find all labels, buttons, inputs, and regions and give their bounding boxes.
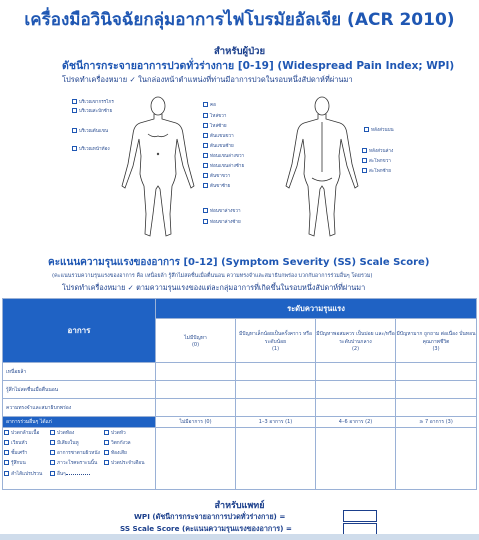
region-checkbox[interactable]: สะโพกขวา bbox=[362, 158, 391, 165]
symptom-label: รู้สึกไม่สดชื่นเมื่อตื่นนอน bbox=[3, 381, 156, 399]
ss-note: (คะแนนรวมความรุนแรงของอาการ คือ เหนื่อยล้า รู้สึกไม่สดชื่นเมื่อตื่นนอน ความทรงจำและสมาธิบกพร่อง บวกกับอาการร่วมอื่นๆ โดยรวม) bbox=[52, 273, 373, 279]
symptom-checkbox[interactable]: อาการชาตามผิวหนัง bbox=[50, 449, 100, 457]
region-checkbox[interactable]: คอ bbox=[203, 102, 216, 109]
symptom-checkbox[interactable]: ปวดประจำเดือน bbox=[104, 459, 144, 467]
assoc-level-cell[interactable]: 4–6 อาการ (2) bbox=[316, 417, 396, 428]
symptom-column-header: อาการ bbox=[3, 299, 156, 363]
severity-cell[interactable] bbox=[316, 428, 396, 490]
severity-cell[interactable] bbox=[156, 428, 236, 490]
symptom-checkbox[interactable]: รู้สึกบน bbox=[4, 459, 26, 467]
region-checkbox[interactable]: บริเวณหน้าท้อง bbox=[72, 146, 110, 153]
symptom-checkbox[interactable]: ภาวะโรคพราะนนิ้น bbox=[50, 459, 97, 467]
symptom-checkbox[interactable]: มีเสียงในหู bbox=[50, 439, 79, 447]
table-row bbox=[3, 381, 477, 399]
severity-column-header: ระดับความรุนแรง bbox=[156, 299, 477, 319]
region-checkbox[interactable]: สะโพกซ้าย bbox=[362, 168, 391, 175]
severity-level-header: มีปัญหาพอสมควร เป็นบ่อย และ/หรือ ระดับปานกลาง (2) bbox=[316, 319, 396, 363]
symptom-checkbox[interactable]: เวียนหัว bbox=[4, 439, 27, 447]
region-checkbox[interactable]: ไหล่ขวา bbox=[203, 113, 226, 120]
assoc-level-cell[interactable]: 1–3 อาการ (1) bbox=[236, 417, 316, 428]
severity-cell[interactable] bbox=[396, 428, 477, 490]
severity-level-header: มีปัญหาเล็กน้อยเป็นครั้งคราว หรือ ระดับน้อย (1) bbox=[236, 319, 316, 363]
footer-bar bbox=[0, 534, 479, 540]
symptom-checkbox[interactable]: ท้องเสีย bbox=[104, 449, 127, 457]
associated-symptoms-header: อาการร่วมอื่นๆ ได้แก่ bbox=[3, 417, 156, 428]
severity-cell[interactable] bbox=[316, 363, 396, 381]
region-checkbox[interactable]: ต้นขาขวา bbox=[203, 173, 230, 180]
symptom-label: เหนื่อยล้า bbox=[3, 363, 156, 381]
region-checkbox[interactable]: บริเวณต้นแขน bbox=[72, 128, 108, 135]
symptom-checkbox[interactable]: ปวดกล้ามเนื้อ bbox=[4, 429, 39, 437]
ss-score-label: SS Scale Score (คะแนนความรุนแรงของอาการ) = bbox=[120, 524, 292, 533]
wpi-instruction: โปรดทำเครื่องหมาย ✓ ในกล่องหน้าตำแหน่งที่ท่านมีอาการปวดในรอบหนึ่งสัปดาห์ที่ผ่านมา bbox=[62, 75, 353, 84]
symptom-checkbox[interactable]: ลำไส้แปรปรวน bbox=[4, 470, 42, 478]
severity-cell[interactable] bbox=[396, 381, 477, 399]
ss-instruction: โปรดทำเครื่องหมาย ✓ ตามความรุนแรงของแต่ละกลุ่มอาการที่เกิดขึ้นในรอบหนึ่งสัปดาห์ที่ผ่านมา bbox=[62, 283, 366, 292]
ss-heading: คะแนนความรุนแรงของอาการ [0-12] (Symptom Severity (SS) Scale Score) bbox=[48, 257, 430, 268]
symptom-checkbox[interactable]: ชั้มเศร้า bbox=[4, 449, 27, 457]
wpi-score-label: WPI (ดัชนีการกระจายอาการปวดทั่วร่างกาย) = bbox=[134, 512, 286, 521]
region-checkbox[interactable]: บริเวณสะบักซ้าย bbox=[72, 108, 112, 115]
assoc-level-cell[interactable]: ≥ 7 อาการ (3) bbox=[396, 417, 477, 428]
table-row bbox=[3, 363, 477, 381]
region-checkbox[interactable]: ท่อนแขนล่างซ้าย bbox=[203, 163, 244, 170]
region-checkbox[interactable]: ท่อนขาล่างซ้าย bbox=[203, 219, 241, 226]
region-checkbox[interactable]: ท่อนขาล่างขวา bbox=[203, 208, 241, 215]
severity-cell[interactable] bbox=[236, 381, 316, 399]
for-patient-label: สำหรับผู้ป่วย bbox=[213, 46, 266, 57]
region-checkbox[interactable]: ท่อนแขนล่างขวา bbox=[203, 153, 244, 160]
severity-cell[interactable] bbox=[316, 399, 396, 417]
symptom-checkbox[interactable]: วิตกกังวล bbox=[104, 439, 131, 447]
assoc-level-cell[interactable]: ไม่มีอาการ (0) bbox=[156, 417, 236, 428]
severity-cell[interactable] bbox=[236, 399, 316, 417]
severity-cell[interactable] bbox=[156, 399, 236, 417]
severity-cell[interactable] bbox=[396, 399, 477, 417]
severity-cell[interactable] bbox=[316, 381, 396, 399]
region-checkbox[interactable]: หลังส่วนบน bbox=[364, 127, 394, 134]
body-back-figure bbox=[272, 94, 372, 244]
severity-cell[interactable] bbox=[396, 363, 477, 381]
wpi-heading: ดัชนีการกระจายอาการปวดทั่วร่างกาย [0-19] (Widespread Pain Index; WPI) bbox=[62, 60, 455, 72]
severity-cell[interactable] bbox=[236, 428, 316, 490]
severity-cell[interactable] bbox=[156, 363, 236, 381]
symptom-checkbox[interactable]: ปวดท้อง bbox=[50, 429, 74, 437]
symptom-label: ความทรงจำและสมาธิบกพร่อง bbox=[3, 399, 156, 417]
region-checkbox[interactable]: ต้นแขนซ้าย bbox=[203, 143, 234, 150]
table-row bbox=[3, 399, 477, 417]
region-checkbox[interactable]: ต้นแขนขวา bbox=[203, 133, 234, 140]
severity-level-header: มีปัญหามาก ถูกถาม ต่อเนื่อง บั่นทอนคุณภาพชีวิต (3) bbox=[396, 319, 477, 363]
symptom-checkbox[interactable]: ปวดหัว bbox=[104, 429, 126, 437]
form-title: เครื่องมือวินิจฉัยกลุ่มอาการไฟโบรมัยอัลเจีย (ACR 2010) bbox=[24, 10, 455, 30]
region-checkbox[interactable]: หลังส่วนล่าง bbox=[362, 148, 393, 155]
for-doctor-label: สำหรับแพทย์ bbox=[214, 501, 265, 511]
table-row bbox=[3, 417, 477, 428]
region-checkbox[interactable]: ต้นขาซ้าย bbox=[203, 183, 230, 190]
region-checkbox[interactable]: บริเวณขากรรไกร bbox=[72, 99, 114, 106]
region-checkbox[interactable]: ไหล่ซ้าย bbox=[203, 123, 227, 130]
severity-cell[interactable] bbox=[236, 363, 316, 381]
wpi-score-box[interactable] bbox=[343, 510, 377, 522]
body-front-figure bbox=[108, 94, 208, 244]
symptom-checkbox[interactable]: อื่นๆ bbox=[50, 470, 90, 478]
severity-cell[interactable] bbox=[156, 381, 236, 399]
severity-level-header: ไม่มีปัญหา (0) bbox=[156, 319, 236, 363]
